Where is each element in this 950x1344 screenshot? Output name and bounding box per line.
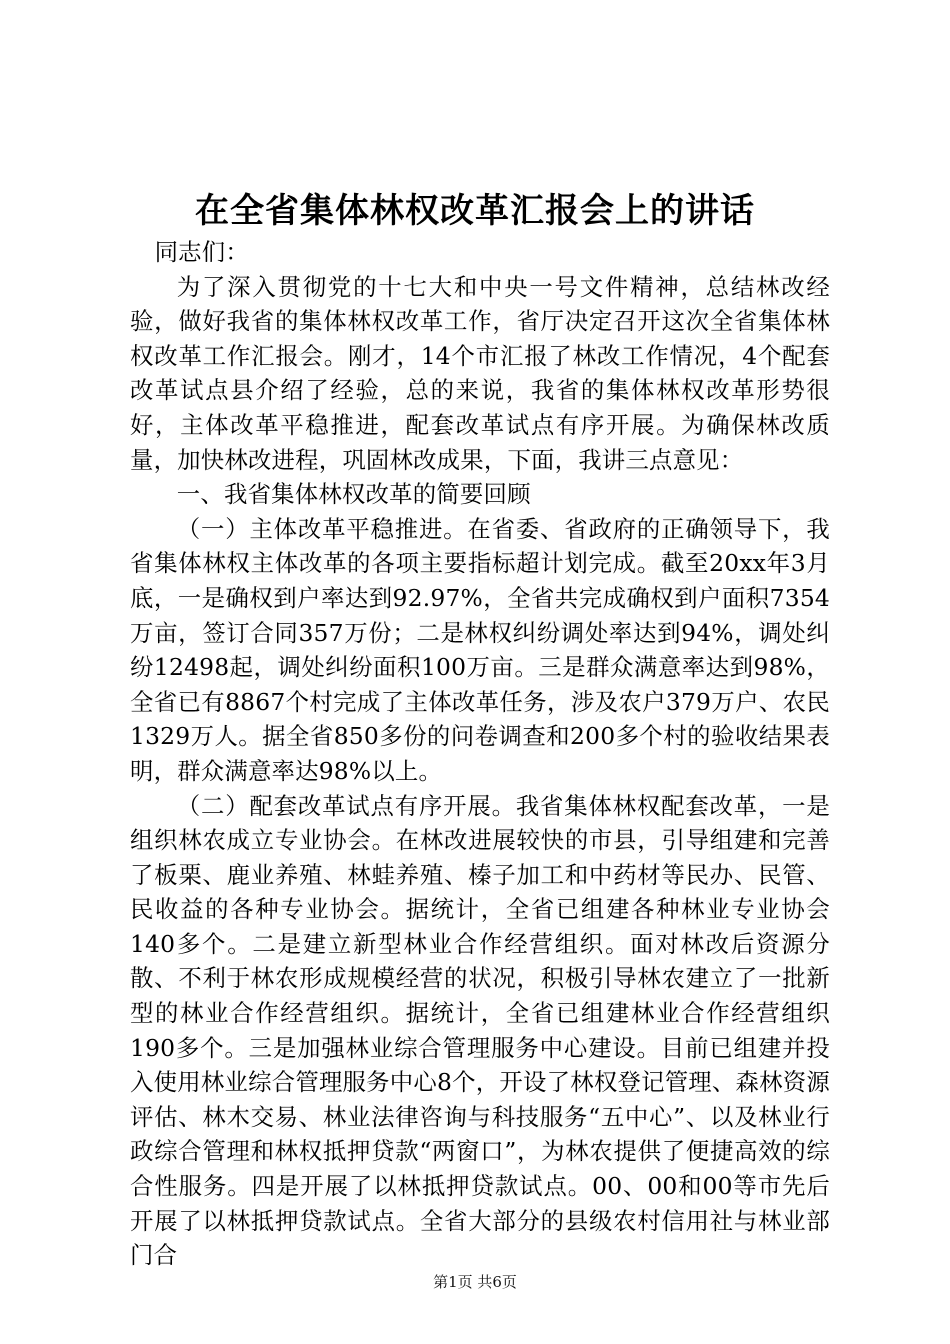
- document-body: [130, 235, 830, 1273]
- page-number-footer: 第1页 共6页: [433, 1273, 517, 1291]
- salutation: 同志们：: [154, 238, 249, 266]
- paragraph-intro: 为了深入贯彻党的十七大和中央一号文件精神，总结林改经验，做好我省的集体林权改革工作，省厅决定召开这次全省集体林权改革工作汇报会。刚才，14个市汇报了林改工作情况，4个配套改革试点县介绍了经验，总的来说，我省的集体林权改革形势很好，主体改革平稳推进，配套改革试点有序开展。为确保林改质量，加快林改进程，巩固林改成果，下面，我讲三点意见：: [130, 272, 830, 474]
- paragraph-supporting-reform: （二）配套改革试点有序开展。我省集体林权配套改革，一是组织林农成立专业协会。在林改进展较快的市县，引导组建和完善了板栗、鹿业养殖、林蛙养殖、榛子加工和中药材等民办、民管、民收益的各种专业协会。据统计，全省已组建各种林业专业协会140多个。二是建立新型林业合作经营组织。面对林改后资源分散、不利于林农形成规模经营的状况，积极引导林农建立了一批新型的林业合作经营组织。据统计，全省已组建林业合作经营组织190多个。三是加强林业综合管理服务中心建设。目前已组建并投入使用林业综合管理服务中心8个，开设了林权登记管理、森林资源评估、林木交易、林业法律咨询与科技服务“五中心”、以及林业行政综合管理和林权抵押贷款“两窗口”，为林农提供了便捷高效的综合性服务。四是开展了以林抵押贷款试点。00、00和00等市先后开展了以林抵押贷款试点。全省大部分的县级农村信用社与林业部门合: [130, 791, 830, 1270]
- section-heading: 一、我省集体林权改革的简要回顾: [176, 480, 531, 509]
- paragraph-main-reform: （一）主体改革平稳推进。在省委、省政府的正确领导下，我省集体林权主体改革的各项主要指标超计划完成。截至20xx年3月底，一是确权到户率达到92.97%，全省共完成确权到户面积7354万亩，签订合同357万份；二是林权纠纷调处率达到94%，调处纠纷12498起，调处纠纷面积100万亩。三是群众满意率达到98%，全省已有8867个村完成了主体改革任务，涉及农户379万户、农民1329万人。据全省850多份的问卷调查和200多个村的验收结果表明，群众满意率达98%以上。: [130, 514, 830, 785]
- document-title: 在全省集体林权改革汇报会上的讲话: [195, 191, 755, 231]
